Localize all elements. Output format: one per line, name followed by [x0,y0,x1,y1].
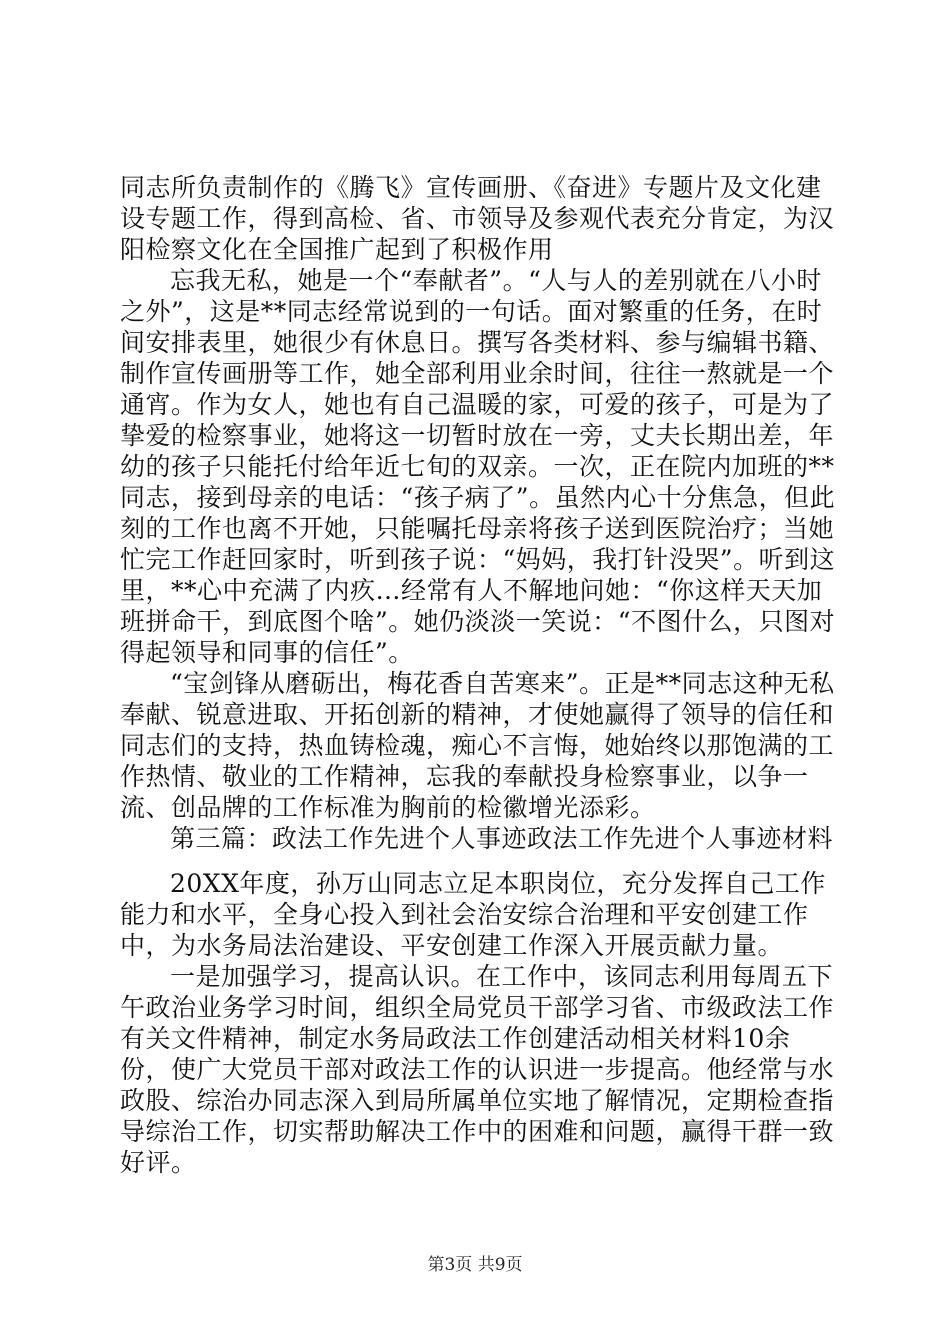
paragraph-continuation: 同志所负责制作的《腾飞》宣传画册、《奋进》专题片及文化建设专题工作，得到高检、省、市领导及参观代表充分肯定，为汉阳检察文化在全国推广起到了积极作用 [120,173,835,264]
section-heading: 第三篇：政法工作先进个人事迹政法工作先进个人事迹材料 [170,824,834,853]
document-body [120,172,840,1178]
page-number-footer: 第3页 共9页 [427,1255,523,1275]
paragraph-study: 一是加强学习，提高认识。在工作中，该同志利用每周五下午政治业务学习时间，组织全局党员干部学习省、市级政法工作有关文件精神，制定水务局政法工作创建活动相关材料10余份，使广大党员干部对政法工作的认识进一步提高。他经常与水政股、综治办同志深入到局所属单位实地了解情况，定期检查指导综治工作，切实帮助解决工作中的困难和问题，赢得干群一致好评。 [120,962,835,1177]
paragraph-conclusion: “宝剑锋从磨砺出，梅花香自苦寒来”。正是**同志这种无私奉献、锐意进取、开拓创新的精神，才使她赢得了领导的信任和同志们的支持，热血铸检魂，痴心不言悔，她始终以那饱满的工作热情、敬业的工作精神，忘我的奉献投身检察事业，以争一流、创品牌的工作标准为胸前的检徽增光添彩。 [120,669,835,822]
paragraph-dedication: 忘我无私，她是一个“奉献者”。“人与人的差别就在八小时之外”，这是**同志经常说到的一句话。面对繁重的任务，在时间安排表里，她很少有休息日。撰写各类材料、参与编辑书籍、制作宣传画册等工作，她全部利用业余时间，往往一熬就是一个通宵。作为女人，她也有自己温暖的家，可爱的孩子，可是为了挚爱的检察事业，她将这一切暂时放在一旁，丈夫长期出差，年幼的孩子只能托付给年近七旬的双亲。一次，正在院内加班的**同志，接到母亲的电话：“孩子病了”。虽然内心十分焦急，但此刻的工作也离不开她，只能嘱托母亲将孩子送到医院治疗；当她忙完工作赶回家时，听到孩子说：“妈妈，我打针没哭”。听到这里，**心中充满了内疚…经常有人不解地问她：“你这样天天加班拼命干，到底图个啥”。她仍淡淡一笑说：“不图什么，只图对得起领导和同事的信任”。 [120,266,836,667]
paragraph-intro: 20XX年度，孙万山同志立足本职岗位，充分发挥自己工作能力和水平，全身心投入到社会治安综合治理和平安创建工作中，为水务局法治建设、平安创建工作深入开展贡献力量。 [120,869,826,960]
